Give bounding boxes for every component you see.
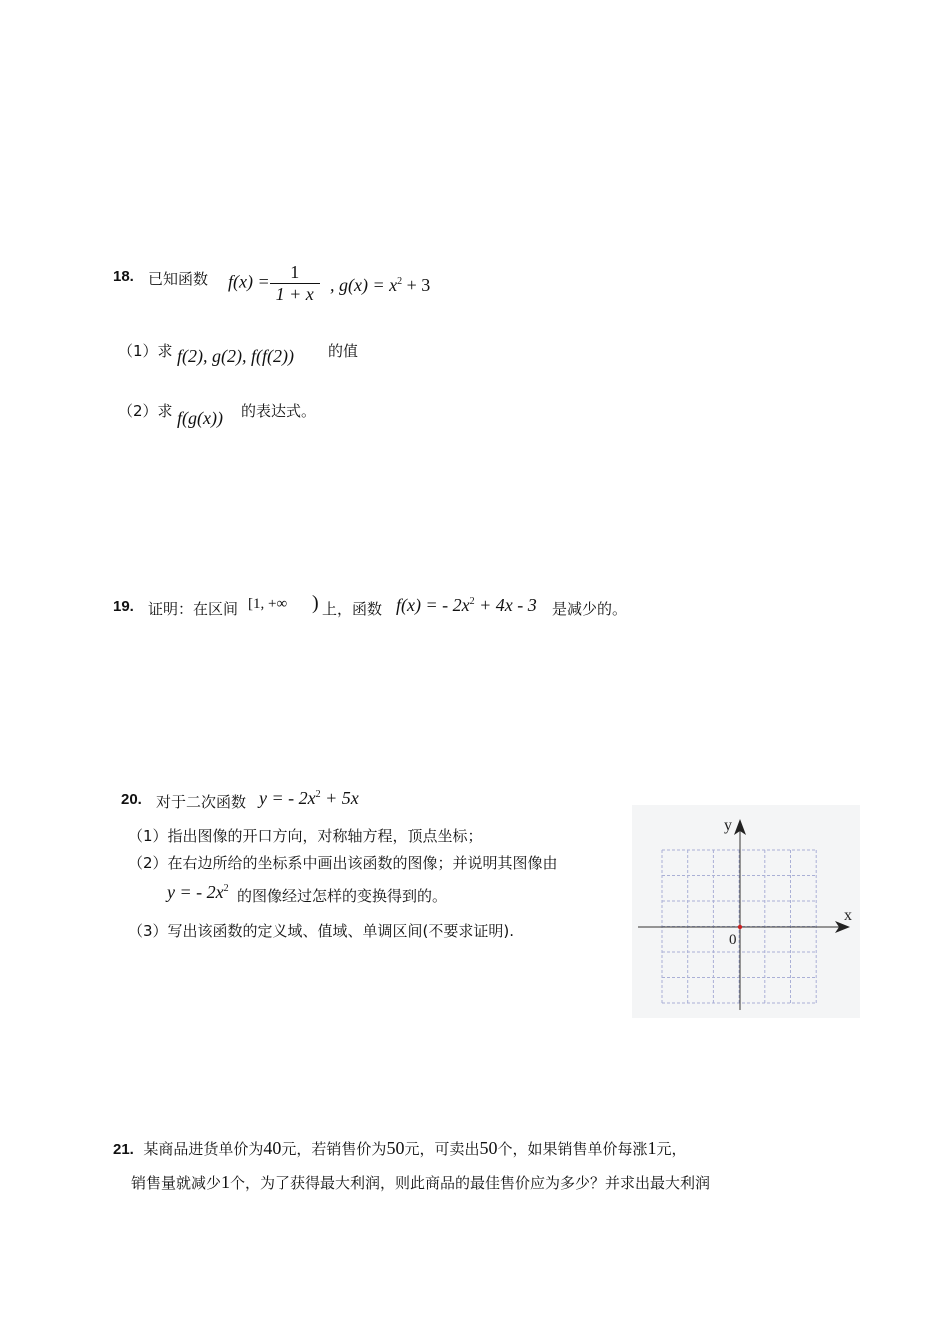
q20-part2b-func: y = - 2x (167, 882, 224, 902)
q19-mid: 上，函数 (322, 600, 383, 618)
q18-part2-tail: 的表达式。 (241, 402, 317, 420)
q21-line1-a: 某商品进货单价为 (143, 1140, 264, 1158)
coordinate-grid-figure (632, 805, 860, 1018)
q21-value-cost: 40 (263, 1138, 282, 1158)
q18-fraction (270, 262, 320, 305)
q19-interval: [1, +∞ (248, 596, 288, 612)
q20-func: y = - 2x (259, 788, 316, 808)
q19-tail: 是减少的。 (552, 600, 628, 618)
q18-part2-expr: f(g(x)) (177, 408, 223, 428)
coordinate-grid-svg (632, 805, 860, 1018)
q18-part2-label: （2）求 (118, 402, 173, 420)
q21-line1 (113, 1138, 686, 1159)
q20-part2b-function (167, 882, 229, 903)
q18-part1-label: （1）求 (118, 342, 173, 360)
q20-part2b-exponent: 2 (223, 883, 229, 894)
q21-value-price: 50 (386, 1138, 405, 1158)
q21-line2-b: 个，为了获得最大利润，则此商品的最佳售价应为多少？并求出最大利润 (230, 1174, 711, 1192)
q18-g-def: , g(x) = x (330, 275, 398, 295)
q18-f-denominator: 1 + x (270, 283, 320, 305)
q20-number: 20. (121, 791, 142, 808)
q21-line1-d: 个，如果销售单价每涨 (497, 1140, 648, 1158)
q20-stem: 对于二次函数 (156, 793, 247, 811)
origin-label: 0 (729, 932, 737, 948)
q20-func-exponent: 2 (315, 789, 321, 800)
q21-value-decrease: 1 (221, 1172, 231, 1192)
q18-part1-expr: f(2), g(2), f(f(2)) (177, 346, 294, 366)
q18-f-lhs: f(x) = (228, 271, 270, 292)
q20-function (259, 788, 359, 809)
q18-f-numerator: 1 (290, 262, 300, 282)
q19-number: 19. (113, 598, 134, 615)
q20-func-tail: + 5x (320, 788, 359, 808)
q19-func-exponent: 2 (469, 596, 475, 607)
q21-value-increase: 1 (647, 1138, 657, 1158)
q18-g-exponent: 2 (397, 276, 403, 287)
q19-stem: 证明：在区间 (148, 600, 239, 618)
q21-line2 (131, 1172, 710, 1193)
origin-dot (738, 925, 742, 929)
q18-g-definition (330, 275, 430, 296)
q20-part1: （1）指出图像的开口方向，对称轴方程，顶点坐标； (128, 827, 483, 845)
q19-interval-close: ) (312, 592, 319, 614)
q19-func-tail: + 4x - 3 (474, 595, 537, 615)
q18-number: 18. (113, 268, 134, 285)
q19-func: f(x) = - 2x (396, 595, 470, 615)
y-axis-label: y (724, 817, 732, 834)
q20-part2: （2）在右边所给的坐标系中画出该函数的图像；并说明其图像由 (128, 854, 558, 872)
q21-value-quantity: 50 (479, 1138, 498, 1158)
q20-part3: （3）写出该函数的定义域、值域、单调区间(不要求证明). (128, 922, 515, 940)
x-axis-label: x (844, 907, 852, 924)
q18-f-definition (228, 262, 320, 305)
q18-stem: 已知函数 (148, 270, 209, 288)
q20-part2b-tail: 的图像经过怎样的变换得到的。 (237, 887, 448, 905)
q21-line1-e: 元， (656, 1140, 687, 1158)
q19-function (396, 595, 537, 616)
q21-number: 21. (113, 1141, 134, 1158)
q21-line1-b: 元，若销售价为 (281, 1140, 387, 1158)
q18-part1-tail: 的值 (328, 342, 359, 360)
q18-g-tail: + 3 (402, 275, 431, 295)
q21-line2-a: 销售量就减少 (131, 1174, 222, 1192)
q21-line1-c: 元，可卖出 (404, 1140, 480, 1158)
